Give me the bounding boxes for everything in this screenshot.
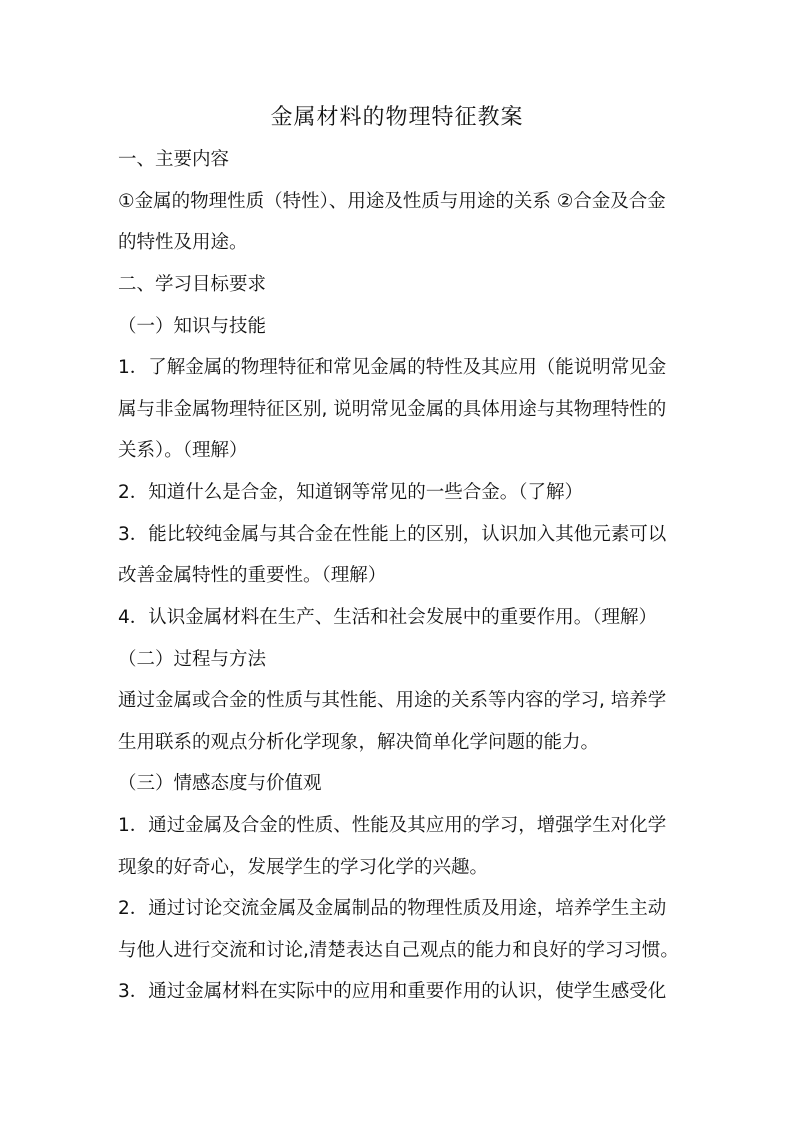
body-line: 生用联系的观点分析化学现象，解决简单化学问题的能力。 xyxy=(118,732,600,753)
body-line: 关系）。（理解） xyxy=(118,440,248,461)
document-title: 金属材料的物理特征教案 xyxy=(270,105,524,130)
section-heading: 二、学习目标要求 xyxy=(118,274,267,295)
section-heading: 一、主要内容 xyxy=(118,149,230,170)
body-line: 2．知道什么是合金，知道钢等常见的一些合金。（了解） xyxy=(118,482,584,503)
body-line: 3．能比较纯金属与其合金在性能上的区别，认识加入其他元素可以 xyxy=(118,524,667,545)
body-line: 2．通过讨论交流金属及金属制品的物理性质及用途，培养学生主动 xyxy=(118,898,667,919)
subsection-heading: （三）情感态度与价值观 xyxy=(118,773,322,794)
body-line: 的特性及用途。 xyxy=(118,232,248,253)
body-line: 3．通过金属材料在实际中的应用和重要作用的认识，使学生感受化 xyxy=(118,981,667,1002)
subsection-heading: （二）过程与方法 xyxy=(118,649,267,670)
body-line: 与他人进行交流和讨论,清楚表达自己观点的能力和良好的学习习惯。 xyxy=(118,940,679,961)
body-line: 1．了解金属的物理特征和常见金属的特性及其应用（能说明常见金 xyxy=(118,357,667,378)
body-line: 改善金属特性的重要性。（理解） xyxy=(118,565,387,586)
body-line: ①金属的物理性质（特性）、用途及性质与用途的关系 ②合金及合金 xyxy=(118,191,666,212)
body-line: 1．通过金属及合金的性质、性能及其应用的学习，增强学生对化学 xyxy=(118,815,667,836)
body-line: 属与非金属物理特征区别, 说明常见金属的具体用途与其物理特性的 xyxy=(118,399,667,420)
subsection-heading: （一）知识与技能 xyxy=(118,316,267,337)
body-line: 现象的好奇心，发展学生的学习化学的兴趣。 xyxy=(118,857,489,878)
body-line: 通过金属或合金的性质与其性能、用途的关系等内容的学习, 培养学 xyxy=(118,690,667,711)
body-line: 4．认识金属材料在生产、生活和社会发展中的重要作用。（理解） xyxy=(118,607,658,628)
